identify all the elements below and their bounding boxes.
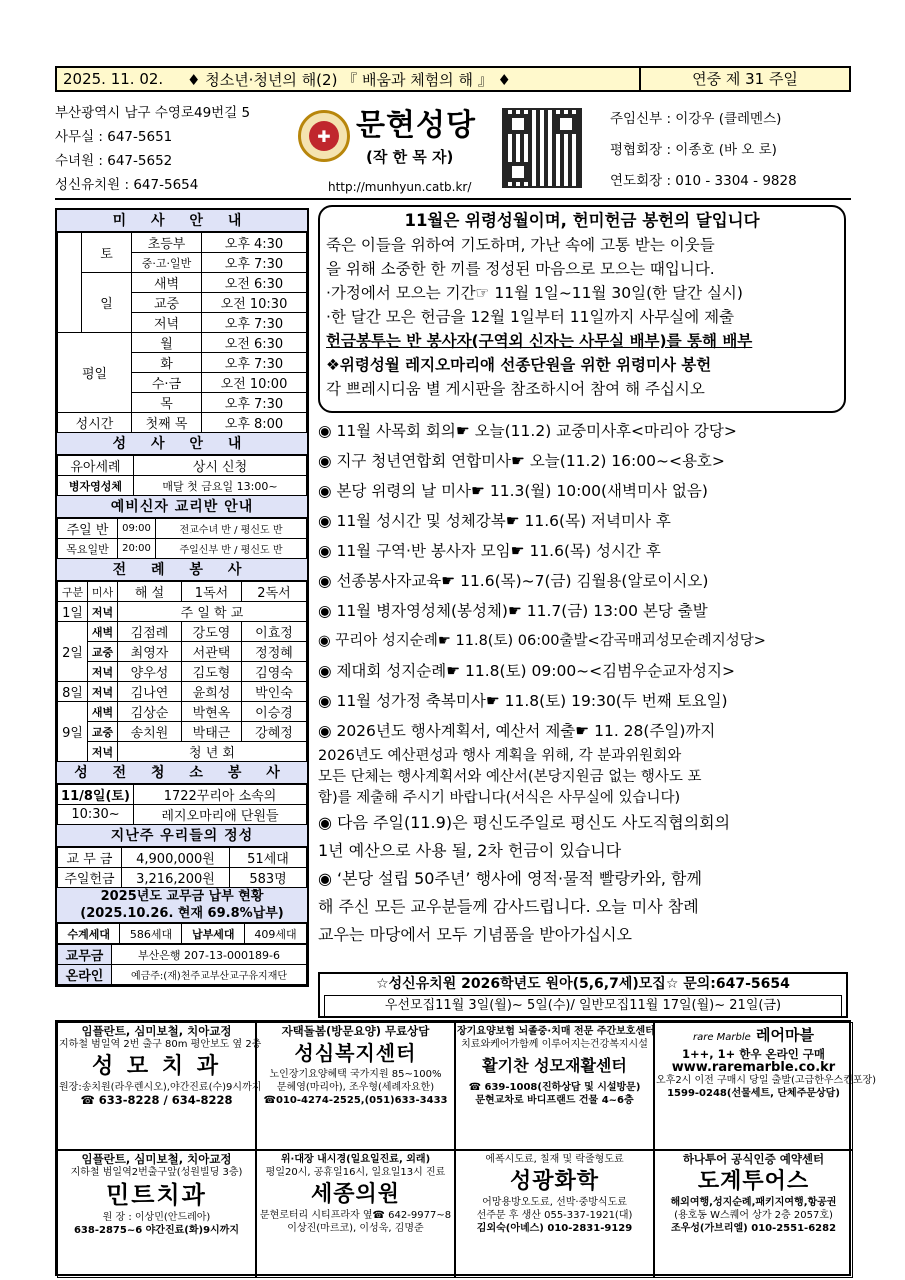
pastor: 주임신부 : 이강우 (클레멘스)	[610, 111, 782, 127]
cell: 이효정	[242, 622, 307, 642]
parish-seal-logo	[298, 110, 350, 162]
cell: 정정혜	[242, 642, 307, 662]
cell: 양우성	[118, 662, 182, 682]
saturday: 토	[82, 233, 132, 273]
cleaning-title: 성 전 청 소 봉 사	[57, 762, 307, 784]
ad-mint-dental	[57, 1150, 256, 1278]
cell: 교중	[88, 722, 118, 742]
cell: 김영숙	[242, 662, 307, 682]
ad-line: 원 장 : 이상민(안드레아)	[102, 1212, 211, 1223]
ad-name: 도계투어스	[697, 1168, 810, 1194]
thanks-notice: 해 주신 모든 교우분들께 감사드립니다. 오늘 미사 참례	[318, 897, 699, 916]
yearly-motto: ♦ 청소년·청년의 해(2) 『 배움과 체험의 해 』 ♦	[187, 70, 511, 89]
cell: 윤희성	[182, 682, 242, 702]
cell: 교중	[132, 293, 202, 313]
cell: 2독서	[242, 582, 307, 602]
ad-line: 자택돌봄(방문요양) 무료상담	[281, 1024, 430, 1038]
cell: 오후 7:30	[202, 253, 307, 273]
catechumen-table	[57, 518, 307, 559]
cell: 1722꾸리아 소속의	[134, 785, 307, 805]
notice-line: 헌금봉투는 반 봉사자(구역외 신자는 사무실 배부)를 통해 배부	[326, 332, 753, 350]
cell: 레지오마리애 단원들	[134, 805, 307, 825]
cell: 성시간	[58, 413, 132, 433]
cross-icon: ✚	[309, 121, 339, 151]
cell: 교무금	[58, 945, 112, 965]
cell: 구분	[58, 582, 88, 602]
ad-line: (용호동 W스퀘어 상가 2층 2057호)	[674, 1210, 833, 1221]
liturgy-title: 전 례 봉 사	[57, 559, 307, 581]
cell: 초등부	[132, 233, 202, 253]
list-item: ◉ 선종봉사자교육☛ 11.6(목)~7(금) 김월용(알로이시오)	[318, 572, 709, 590]
cell: 오후 7:30	[202, 313, 307, 333]
next-sunday-notice: 1년 예산으로 사용 될, 2차 헌금이 있습니다	[318, 841, 622, 860]
ad-line: ☎ 639-1008(진하상담 및 시설방문)	[468, 1082, 641, 1093]
ad-line: 평일20시, 공휴일16시, 일요일13시 진료	[265, 1167, 446, 1178]
convent-phone: 수녀원 : 647-5652	[55, 153, 173, 169]
cell: 2일	[58, 622, 88, 682]
cell: 월	[132, 333, 202, 353]
cell: 20:00	[118, 539, 156, 559]
mass-title: 미 사 안 내	[57, 210, 307, 232]
divider	[55, 198, 851, 200]
sunday: 일	[82, 273, 132, 333]
bank-table	[57, 944, 307, 985]
ad-line: 어망용방오도료, 선박·중방식도료	[482, 1197, 627, 1208]
offering-title: 지난주 우리들의 정성	[57, 825, 307, 847]
date: 2025. 11. 02.	[63, 70, 164, 88]
cell: 저녁	[88, 662, 118, 682]
ad-line: 선주문 후 생산 055-337-1921(대)	[476, 1210, 633, 1221]
plan-text: 2026년도 예산편성과 행사 계획을 위해, 각 분과위원회와	[318, 748, 682, 764]
ad-line: 에폭시도료, 칠재 및 락줄형도료	[485, 1154, 624, 1165]
cell: 수계세대	[58, 924, 120, 944]
next-sunday-notice: ◉ 다음 주일(11.9)은 평신도주일로 평신도 사도직협의회의	[318, 813, 731, 832]
cell: 병자영성체	[58, 476, 134, 496]
kinder-title: ☆성신유치원 2026학년도 원아(5,6,7세)모집☆ 문의:647-5654	[376, 976, 790, 992]
cell: 오후 7:30	[202, 353, 307, 373]
cell: 4,900,000원	[122, 848, 230, 868]
cell: 화	[132, 353, 202, 373]
list-item: ◉ 11월 병자영성체(봉성체)☛ 11.7(금) 13:00 본당 출발	[318, 602, 708, 620]
list-item: ◉ 2026년도 행사계획서, 예산서 제출☛ 11. 28(주일)까지	[318, 722, 716, 740]
ad-dogye-tours	[654, 1150, 853, 1278]
cell: 유아세례	[58, 456, 134, 476]
cell: 중·고·일반	[132, 253, 202, 273]
cell: 51세대	[230, 848, 307, 868]
cell: 오전 10:30	[202, 293, 307, 313]
cell: 최영자	[118, 642, 182, 662]
council-president: 평협회장 : 이종호 (바 오 로)	[610, 142, 777, 158]
plan-text: 모든 단체는 행사계획서와 예산서(본당지원금 없는 행사도 포	[318, 769, 702, 785]
ad-dental-seongmo	[57, 1022, 262, 1150]
parish-url[interactable]: http://munhyun.catb.kr/	[328, 180, 472, 194]
cell: 박태근	[182, 722, 242, 742]
ad-name: 레어마블	[756, 1026, 815, 1044]
ad-name: 민트치과	[106, 1181, 207, 1209]
weekday: 평일	[58, 333, 132, 413]
staff-info	[610, 104, 797, 197]
cleaning-table	[57, 784, 307, 825]
qr-finder	[508, 162, 528, 182]
address: 부산광역시 남구 수영로49번길 5	[55, 105, 251, 121]
ad-line: 임플란트, 심미보철, 치아교정	[81, 1152, 232, 1166]
ad-line: 위·대장 내시경(일요일진료, 외래)	[280, 1154, 431, 1165]
ad-line: 문현로터리 시티프라자 옆☎ 642-9977~8	[259, 1210, 452, 1221]
kindergarten-phone: 성신유치원 : 647-5654	[55, 177, 199, 193]
cell: 주일헌금	[58, 868, 122, 888]
list-item: ◉ 11월 구역·반 봉사자 모임☛ 11.6(목) 성시간 후	[318, 542, 661, 560]
ad-line: 오후2시 이전 구매시 당일 출발(고급한우스킨포장)	[656, 1075, 877, 1086]
list-item: ◉ 본당 위령의 날 미사☛ 11.3(월) 10:00(새벽미사 없음)	[318, 482, 708, 500]
dues-title: 2025년도 교무금 납부 현황	[100, 889, 264, 904]
ad-name: 활기찬 성모재활센터	[482, 1056, 627, 1075]
contact-info	[55, 101, 250, 197]
list-item: ◉ 11월 사목회 회의☛ 오늘(11.2) 교중미사후<마리아 강당>	[318, 422, 737, 440]
mass-table	[57, 232, 307, 433]
cell: 교중	[88, 642, 118, 662]
ad-line: 치료와케어가함께 이루어지는건강복지시설	[461, 1039, 648, 1050]
dues-status	[57, 888, 307, 923]
cell: 예금주:(재)천주교부산교구유지재단	[112, 965, 307, 985]
ad-line: 하나투어 공식인증 예약센터	[682, 1152, 825, 1166]
ad-name: 세종의원	[310, 1181, 400, 1207]
cell: 409세대	[244, 924, 306, 944]
notice-line: ·가정에서 모으는 기간☞ 11월 1일~11월 30일(한 달간 실시)	[326, 284, 743, 302]
cell: 강도영	[182, 622, 242, 642]
cell: 새벽	[132, 273, 202, 293]
parish-name: 문현성당	[356, 108, 476, 143]
cell: 저녁	[132, 313, 202, 333]
thanks-notice: 교우는 마당에서 모두 기념품을 받아가십시오	[318, 925, 633, 944]
notice-line: 을 위해 소중한 한 끼를 정성된 마음으로 모으는 때입니다.	[326, 260, 715, 278]
list-item: ◉ 11월 성가정 축복미사☛ 11.8(토) 19:30(두 번째 토요일)	[318, 692, 728, 710]
ad-line: 1++, 1+ 한우 온라인 구매	[681, 1047, 826, 1061]
cell: 586세대	[120, 924, 182, 944]
notice-line: 각 쁘레시디움 별 게시판을 참조하시어 참여 해 주십시오	[326, 380, 705, 398]
cell: 1일	[58, 602, 88, 622]
cell: 새벽	[88, 702, 118, 722]
list-item: ◉ 꾸리아 성지순례☛ 11.8(토) 06:00출발<감곡매괴성모순례지성당>	[318, 633, 766, 649]
cell: 오전 6:30	[202, 273, 307, 293]
cell: 오전 6:30	[202, 333, 307, 353]
ad-line: 원장:송치원(라우렌시오),야간진료(수)9시까지	[59, 1082, 262, 1093]
cell: 목	[132, 393, 202, 413]
cell: 미사	[88, 582, 118, 602]
cell: 목요일반	[58, 539, 118, 559]
cell: 김상순	[118, 702, 182, 722]
qr-finder	[508, 114, 528, 134]
cell: 1독서	[182, 582, 242, 602]
list-item: ◉ 제대회 성지순례☛ 11.8(토) 09:00~<김범우순교자성지>	[318, 662, 735, 680]
ad-line: 임플란트, 심미보철, 치아교정	[81, 1024, 232, 1038]
cell: 저녁	[88, 682, 118, 702]
cell: 8일	[58, 682, 88, 702]
ad-line: 노인장기요양혜택 국가지원 85~100%	[269, 1069, 442, 1080]
cell: 오후 4:30	[202, 233, 307, 253]
cell: 부산은행 207-13-000189-6	[112, 945, 307, 965]
cell: 10:30~	[58, 805, 134, 825]
cell: 9일	[58, 702, 88, 762]
cell: 저녁	[88, 742, 118, 762]
cell: 오후 7:30	[202, 393, 307, 413]
ad-line: 문혜영(마리아), 조우형(세례자요한)	[276, 1082, 435, 1093]
notice-heading: 11월은 위령성월이며, 헌미헌금 봉헌의 달입니다	[404, 211, 760, 230]
cell: 강혜정	[242, 722, 307, 742]
cell: 해 설	[118, 582, 182, 602]
sacrament-table	[57, 455, 307, 496]
ad-name: 성심복지센터	[294, 1041, 417, 1065]
liturgical-week: 연중 제 31 주일	[639, 68, 849, 90]
ad-phone: ☎010-4274-2525,(051)633-3433	[263, 1095, 448, 1106]
cell: 납부세대	[182, 924, 244, 944]
liturgy-table	[57, 581, 307, 762]
cell: 김점례	[118, 622, 182, 642]
ad-line: 문현교차로 바디프랜드 건물 4~6층	[475, 1095, 634, 1106]
ad-line: 이상진(마르코), 이성욱, 김명준	[287, 1223, 424, 1234]
left-column	[55, 208, 309, 987]
ad-name: 성 모 치 과	[92, 1053, 221, 1079]
qr-code-icon[interactable]	[502, 108, 582, 188]
cell: 온라인	[58, 965, 112, 985]
cell: 주 일 학 교	[118, 602, 307, 622]
parish-subtitle: (작 한 목 자)	[366, 148, 454, 166]
cell: 수·금	[132, 373, 202, 393]
list-item: ◉ 11월 성시간 및 성체강복☛ 11.6(목) 저녁미사 후	[318, 512, 671, 530]
ad-seonggwang-chem	[455, 1150, 654, 1278]
plan-text: 함)를 제출해 주시기 바랍니다(서식은 사무실에 있습니다)	[318, 790, 681, 806]
thanks-notice: ◉ ‘본당 설립 50주년’ 행사에 영적·물적 빨랑카와, 함께	[318, 869, 702, 888]
ad-phone: ☎ 633-8228 / 634-8228	[80, 1093, 233, 1107]
cell: 이승경	[242, 702, 307, 722]
offering-table	[57, 847, 307, 888]
cell: 주일신부 반 / 평신도 반	[156, 539, 307, 559]
ad-line: 지하철 범일역 2번 출구 80m 평안보도 옆 2층	[59, 1039, 262, 1050]
november-notice	[318, 205, 846, 413]
ad-line: 해외여행,성지순례,패키지여행,항공권	[670, 1197, 837, 1208]
ad-line: 장기요양보험 뇌졸중·치매 전문 주간보호센터	[457, 1026, 655, 1037]
office-phone: 사무실 : 647-5651	[55, 129, 173, 145]
ad-phone: 조우성(가브리엘) 010-2551-6282	[670, 1223, 837, 1234]
catechumen-title: 예비신자 교리반 안내	[57, 496, 307, 518]
cell: 저녁	[88, 602, 118, 622]
ad-line: 지하철 범일역2번출구앞(성원빌딩 3층)	[70, 1167, 243, 1178]
notice-line: ❖위령성월 레지오마리애 선종단원을 위한 위령미사 봉헌	[326, 356, 712, 374]
cell: 첫째 목	[132, 413, 202, 433]
kinder-dates: 우선모집11월 3일(월)~ 5일(수)/ 일반모집11월 17일(월)~ 21일(금)	[324, 995, 842, 1017]
ad-phone: 638-2875~6 야간진료(화)9시까지	[73, 1225, 240, 1236]
cell: 박인숙	[242, 682, 307, 702]
notice-line: ·한 달간 모은 헌금을 12월 1일부터 11일까지 사무실에 제출	[326, 308, 735, 326]
ads-grid	[55, 1020, 877, 1276]
cell: 교 무 금	[58, 848, 122, 868]
cell: 박현옥	[182, 702, 242, 722]
ad-raremarble	[654, 1022, 877, 1150]
ad-phone: 1599-0248(선물세트, 단체주문상담)	[667, 1088, 840, 1099]
cell: 서관택	[182, 642, 242, 662]
cell: 청 년 회	[118, 742, 307, 762]
cell: 오전 10:00	[202, 373, 307, 393]
ad-rehab-center	[455, 1022, 654, 1150]
kindergarten-recruit	[318, 972, 848, 1018]
dues-table	[57, 923, 307, 944]
qr-finder	[556, 114, 576, 134]
sacrament-title: 성 사 안 내	[57, 433, 307, 455]
logo-text: rare Marble	[692, 1032, 751, 1043]
list-item: ◉ 지구 청년연합회 연합미사☛ 오늘(11.2) 16:00~<용호>	[318, 452, 725, 470]
cell: 3,216,200원	[122, 868, 230, 888]
cell: 송치원	[118, 722, 182, 742]
cell: 오후 8:00	[202, 413, 307, 433]
cell: 김도형	[182, 662, 242, 682]
dues-percent: (2025.10.26. 현재 69.8%납부)	[80, 906, 284, 921]
ad-url[interactable]: www.raremarble.co.kr	[671, 1060, 836, 1075]
cell: 상시 신청	[134, 456, 307, 476]
ad-welfare-center	[256, 1022, 455, 1150]
youth-president: 연도회장 : 010 - 3304 - 9828	[610, 173, 797, 189]
cell: 583명	[230, 868, 307, 888]
notice-line: 죽은 이들을 위하여 기도하며, 가난 속에 고통 받는 이웃들	[326, 236, 715, 254]
top-bar	[55, 66, 851, 92]
cell: 주일 반	[58, 519, 118, 539]
cell: 매달 첫 금요일 13:00~	[134, 476, 307, 496]
cell: 새벽	[88, 622, 118, 642]
cell: 11/8일(토)	[58, 785, 134, 805]
announcements	[318, 416, 850, 949]
ad-sejong-clinic	[256, 1150, 455, 1278]
cell: 전교수녀 반 / 평신도 반	[156, 519, 307, 539]
cell: 김나연	[118, 682, 182, 702]
cell: 09:00	[118, 519, 156, 539]
ad-phone: 김외숙(아녜스) 010-2831-9129	[476, 1223, 633, 1234]
ad-name: 성광화학	[509, 1168, 599, 1194]
